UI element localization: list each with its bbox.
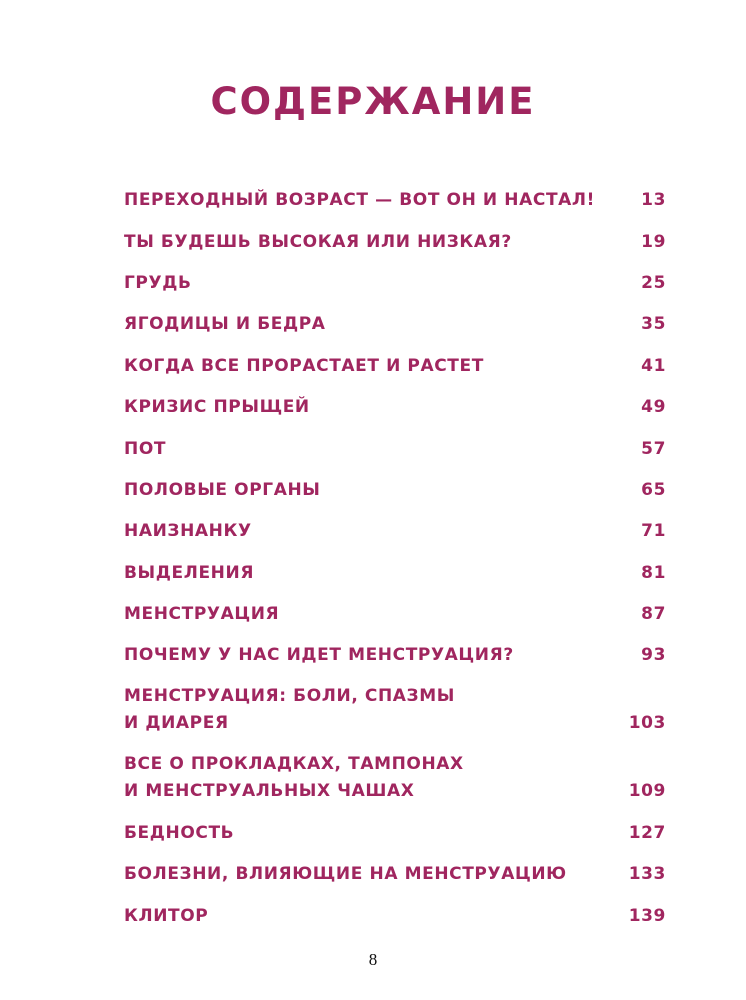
toc-entry[interactable] — [124, 594, 666, 635]
toc-entry[interactable] — [124, 470, 666, 511]
page-number: 8 — [368, 950, 378, 969]
toc-entry-page: 19 — [641, 231, 666, 252]
toc-entry-title: ВСЕ О ПРОКЛАДКАХ, ТАМПОНАХ И МЕНСТРУАЛЬНЫХ ЧАШАХ — [124, 753, 464, 801]
toc-entry-title: БОЛЕЗНИ, ВЛИЯЮЩИЕ НА МЕНСТРУАЦИЮ — [124, 864, 567, 885]
toc-entry[interactable] — [124, 813, 666, 854]
toc-entry[interactable] — [124, 304, 666, 345]
toc-entry-title: ТЫ БУДЕШЬ ВЫСОКАЯ ИЛИ НИЗКАЯ? — [124, 231, 512, 252]
toc-entry[interactable] — [124, 221, 666, 262]
toc-entry-title: ЯГОДИЦЫ И БЕДРА — [124, 314, 326, 335]
toc-entry-title: БЕДНОСТЬ — [124, 822, 235, 843]
toc-entry[interactable] — [124, 180, 666, 221]
toc-entry-page: 49 — [641, 397, 666, 418]
toc-entry[interactable] — [124, 428, 666, 469]
toc-entry[interactable] — [124, 895, 666, 936]
toc-entry-title: ПОЧЕМУ У НАС ИДЕТ МЕНСТРУАЦИЯ? — [124, 645, 514, 666]
toc-entry-page: 109 — [628, 780, 666, 801]
toc-entry-page: 13 — [641, 190, 666, 211]
toc-entry[interactable] — [124, 263, 666, 304]
toc-entry[interactable] — [124, 387, 666, 428]
toc-entry-page: 103 — [628, 712, 666, 733]
toc-entry[interactable] — [124, 677, 666, 745]
toc-entry-title: КРИЗИС ПРЫЩЕЙ — [124, 397, 310, 418]
toc-entry-title: НАИЗНАНКУ — [124, 521, 252, 542]
toc-entry-page: 133 — [628, 864, 666, 885]
toc-entry-page: 71 — [641, 521, 666, 542]
toc-entry-title: КОГДА ВСЕ ПРОРАСТАЕТ И РАСТЕТ — [124, 355, 484, 376]
toc-entry[interactable] — [124, 511, 666, 552]
toc-entry-title: ПОЛОВЫЕ ОРГАНЫ — [124, 479, 321, 500]
toc-entry-page: 65 — [641, 479, 666, 500]
toc-entry-title: ВЫДЕЛЕНИЯ — [124, 562, 255, 583]
toc-entry-page: 25 — [641, 272, 666, 293]
toc-entry-title: ПОТ — [124, 438, 167, 459]
toc-entry-title: ПЕРЕХОДНЫЙ ВОЗРАСТ — ВОТ ОН И НАСТАЛ! — [124, 190, 595, 211]
toc-entry-page: 139 — [628, 905, 666, 926]
toc-entry-page: 81 — [641, 562, 666, 583]
toc-entry-page: 127 — [628, 822, 666, 843]
toc-entry-title: ГРУДЬ — [124, 272, 192, 293]
toc-entry-page: 87 — [641, 604, 666, 625]
toc-entry-title: МЕНСТРУАЦИЯ: БОЛИ, СПАЗМЫ И ДИАРЕЯ — [124, 685, 455, 733]
toc-entry[interactable] — [124, 553, 666, 594]
toc-entry-page: 57 — [641, 438, 666, 459]
toc-entry[interactable] — [124, 635, 666, 676]
table-of-contents — [124, 180, 666, 937]
toc-entry-page: 35 — [641, 314, 666, 335]
toc-entry-page: 93 — [641, 645, 666, 666]
toc-entry[interactable] — [124, 854, 666, 895]
toc-entry-page: 41 — [641, 355, 666, 376]
toc-entry[interactable] — [124, 745, 666, 813]
toc-entry[interactable] — [124, 346, 666, 387]
page-title: СОДЕРЖАНИЕ — [210, 80, 536, 123]
toc-entry-title: КЛИТОР — [124, 905, 209, 926]
toc-entry-title: МЕНСТРУАЦИЯ — [124, 604, 280, 625]
